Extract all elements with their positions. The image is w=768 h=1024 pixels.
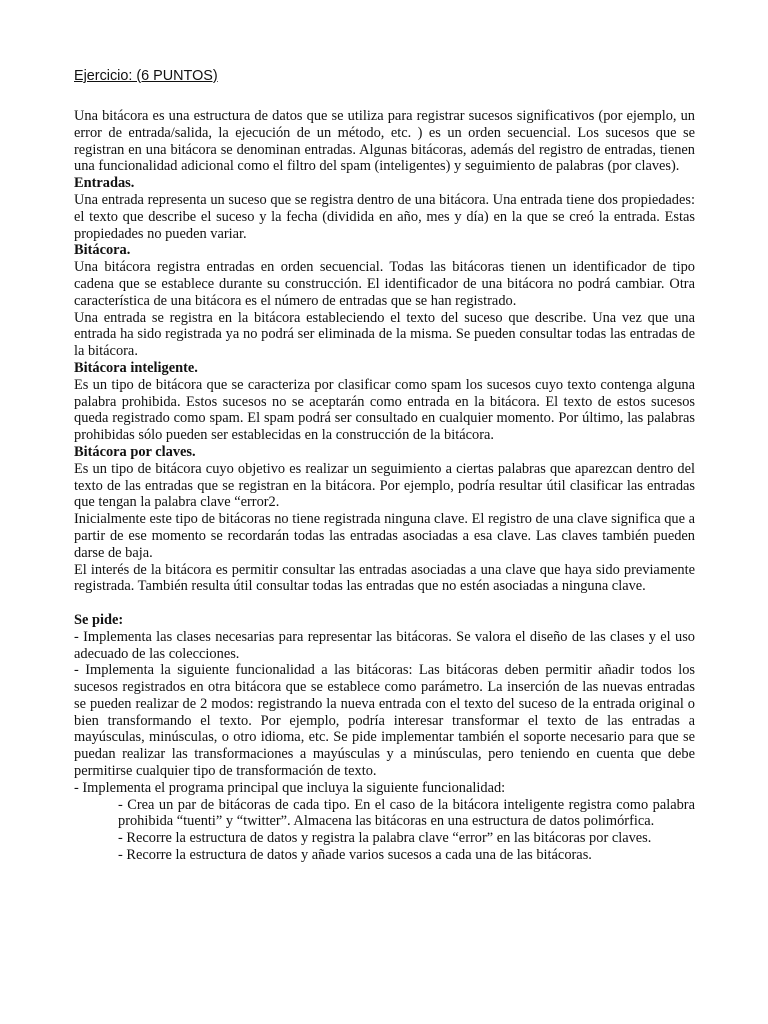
task-subitem-1: - Crea un par de bitácoras de cada tipo. En el caso de la bitácora inteligente registra como palabra prohibida “tuenti” y “twitter”. Almacena las bitácoras en una estructura de datos polimórfica. xyxy=(118,796,695,830)
spacer xyxy=(74,595,695,612)
section-heading-se-pide: Se pide: xyxy=(74,611,124,628)
entradas-paragraph: Una entrada representa un suceso que se registra dentro de una bitácora. Una entrada tiene dos propiedades: el texto que describe el suceso y la fecha (dividida en año, mes y día) en la que se creó la entrada. Estas propiedades no pueden variar. xyxy=(74,191,695,242)
task-item-2: - Implementa la siguiente funcionalidad a las bitácoras: Las bitácoras deben permitir añadir todos los sucesos registrados en otra bitácora que se establece como parámetro. La inserción de las nuevas entradas se pueden realizar de 2 modos: registrando la nueva entrada con el texto del suceso de la entrada original o bien transformando el texto. Por ejemplo, podría interesar transformar el texto de las entradas a mayúsculas, minúsculas, o otro idioma, etc. Se pide implementar también el soporte necesario para que se puedan realizar las transformaciones a mayúsculas y a minúsculas, pero teniendo en cuenta que debe permitirse cualquier tipo de transformación de texto. xyxy=(74,662,695,780)
claves-paragraph-3: El interés de la bitácora es permitir consultar las entradas asociadas a una clave que haya sido previamente registrada. También resulta útil consultar todas las entradas que no estén asociadas a ninguna clave. xyxy=(74,561,695,595)
task-item-3: - Implementa el programa principal que incluya la siguiente funcionalidad: xyxy=(74,779,506,796)
task-subitem-3: - Recorre la estructura de datos y añade varios sucesos a cada una de las bitácoras. xyxy=(118,847,592,864)
claves-paragraph-2: Inicialmente este tipo de bitácoras no tiene registrada ninguna clave. El registro de una clave significa que a partir de ese momento se recordarán todas las entradas asociadas a esa clave. Las claves también pueden darse de baja. xyxy=(74,511,695,561)
task-item-1: - Implementa las clases necesarias para representar las bitácoras. Se valora el diseño de las clases y el uso adecuado de las colecciones. xyxy=(74,628,695,662)
bitacora-paragraph-2: Una entrada se registra en la bitácora estableciendo el texto del suceso que describe. Una vez que una entrada ha sido registrada ya no podrá ser eliminada de la misma. Se pueden consultar todas las entradas de la bitácora. xyxy=(74,309,695,360)
section-heading-claves: Bitácora por claves. xyxy=(74,443,196,460)
exercise-title: Ejercicio: (6 PUNTOS) xyxy=(74,68,218,84)
bitacora-paragraph-1: Una bitácora registra entradas en orden secuencial. Todas las bitácoras tienen un identificador de tipo cadena que se establece durante su construcción. El identificador de una bitácora no podrá cambiar. Otra característica de una bitácora es el número de entradas que se han registrado. xyxy=(74,259,695,309)
section-heading-bitacora: Bitácora. xyxy=(74,242,131,259)
section-heading-entradas: Entradas. xyxy=(74,175,135,192)
intro-paragraph: Una bitácora es una estructura de datos que se utiliza para registrar sucesos significativos (por ejemplo, un error de entrada/salida, la ejecución de un método, etc. ) es un orden secuencial. Los sucesos que se registran en una bitácora se denominan entradas. Algunas bitácoras, además del registro de entradas, tienen una funcionalidad adicional como el filtro del spam (inteligentes) y seguimiento de palabras (por claves). xyxy=(74,108,695,175)
document-body xyxy=(74,68,695,864)
section-heading-inteligente: Bitácora inteligente. xyxy=(74,359,198,376)
task-subitem-2: - Recorre la estructura de datos y registra la palabra clave “error” en las bitácoras por claves. xyxy=(118,830,652,847)
inteligente-paragraph: Es un tipo de bitácora que se caracteriza por clasificar como spam los sucesos cuyo texto contenga alguna palabra prohibida. Estos sucesos no se aceptarán como entrada en la bitácora. El texto de estos sucesos queda registrado como spam. El spam podrá ser consultado en cualquier momento. Por último, las palabras prohibidas sólo pueden ser establecidas en la construcción de la bitácora. xyxy=(74,376,695,444)
claves-paragraph-1: Es un tipo de bitácora cuyo objetivo es realizar un seguimiento a ciertas palabras que aparezcan dentro del texto de las entradas que se registran en la bitácora. Por ejemplo, podría resultar útil clasificar las entradas que tengan la palabra clave “error2. xyxy=(74,460,695,511)
